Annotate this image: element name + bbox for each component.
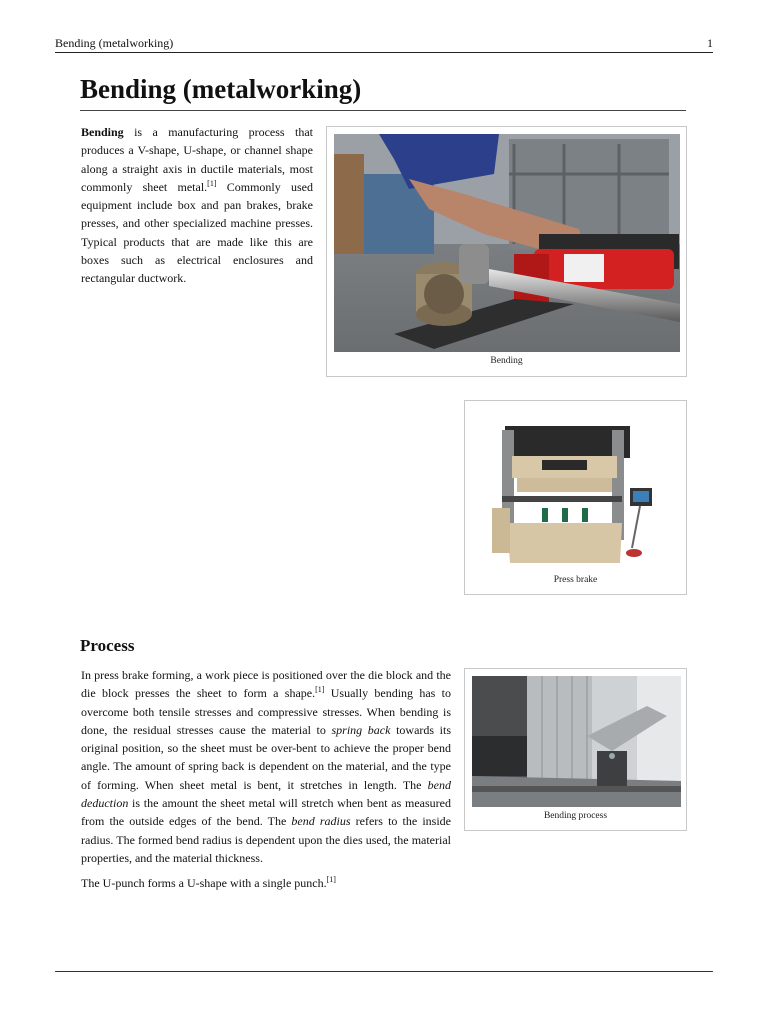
intro-text-1: is a manufacturing process that produces a V-shape, U-shape, or channel shape along a straight axis in ductile materials, most commonly sheet metal. bbox=[81, 125, 313, 194]
page-number: 1 bbox=[707, 36, 713, 50]
bending-process-photo[interactable] bbox=[472, 676, 681, 807]
intro-text-2: Commonly used equipment include box and pan brakes, brake presses, and other specialized machine presses. Typical products that are made like this are boxes such as electrical enclosures and rectangular ductwork. bbox=[81, 179, 313, 286]
citation-link[interactable]: [1] bbox=[207, 178, 217, 188]
process-text: The U-punch forms a U-shape with a single punch. bbox=[81, 876, 327, 890]
citation-link[interactable]: [1] bbox=[326, 875, 336, 884]
process-text: towards its original position, so the sheet must be over-bent to achieve the proper bend angle. The amount of spring back is dependent on the material, and the type of forming. When sheet metal is bent, it stretches in length. The bbox=[81, 722, 452, 792]
running-header-title: Bending (metalworking) bbox=[55, 36, 174, 50]
citation-link[interactable]: [1] bbox=[315, 685, 325, 695]
running-header bbox=[55, 36, 713, 53]
bending-photo[interactable] bbox=[334, 134, 680, 352]
process-text: In press brake forming, a work piece is positioned over the die block and the die block presses the sheet to form a shape. bbox=[81, 668, 451, 701]
process-text: Usually bending has to overcome both tensile stresses and compressive stresses. When bending is done, the residual stresses cause the material to bbox=[81, 686, 451, 737]
page-title: Bending (metalworking) bbox=[80, 72, 686, 111]
figure-caption-press-brake: Press brake bbox=[553, 575, 598, 585]
intro-bold-term: Bending bbox=[81, 125, 124, 139]
figure-caption-bending-process: Bending process bbox=[543, 811, 608, 821]
term-bend-radius: bend radius bbox=[291, 814, 351, 829]
process-text: refers to the inside radius. The formed bend radius is dependent upon the dies used, the material properties, and the material thickness. bbox=[81, 814, 451, 865]
footer-rule bbox=[55, 971, 713, 972]
press-brake-photo[interactable] bbox=[472, 408, 680, 572]
process-paragraph-2 bbox=[81, 874, 451, 892]
process-text: is the amount the sheet metal will stretch when bent as measured from the outside edges of the bend. The bbox=[81, 796, 451, 829]
process-paragraph-1 bbox=[81, 666, 451, 867]
term-bend-deduction: bend deduction bbox=[81, 777, 451, 811]
figure-bending-process bbox=[464, 668, 687, 831]
section-heading-process: Process bbox=[80, 636, 135, 655]
figure-bending bbox=[326, 126, 687, 377]
figure-caption-bending: Bending bbox=[490, 356, 523, 366]
term-spring-back: spring back bbox=[331, 722, 391, 737]
intro-paragraph bbox=[81, 123, 313, 288]
figure-press-brake bbox=[464, 400, 687, 595]
